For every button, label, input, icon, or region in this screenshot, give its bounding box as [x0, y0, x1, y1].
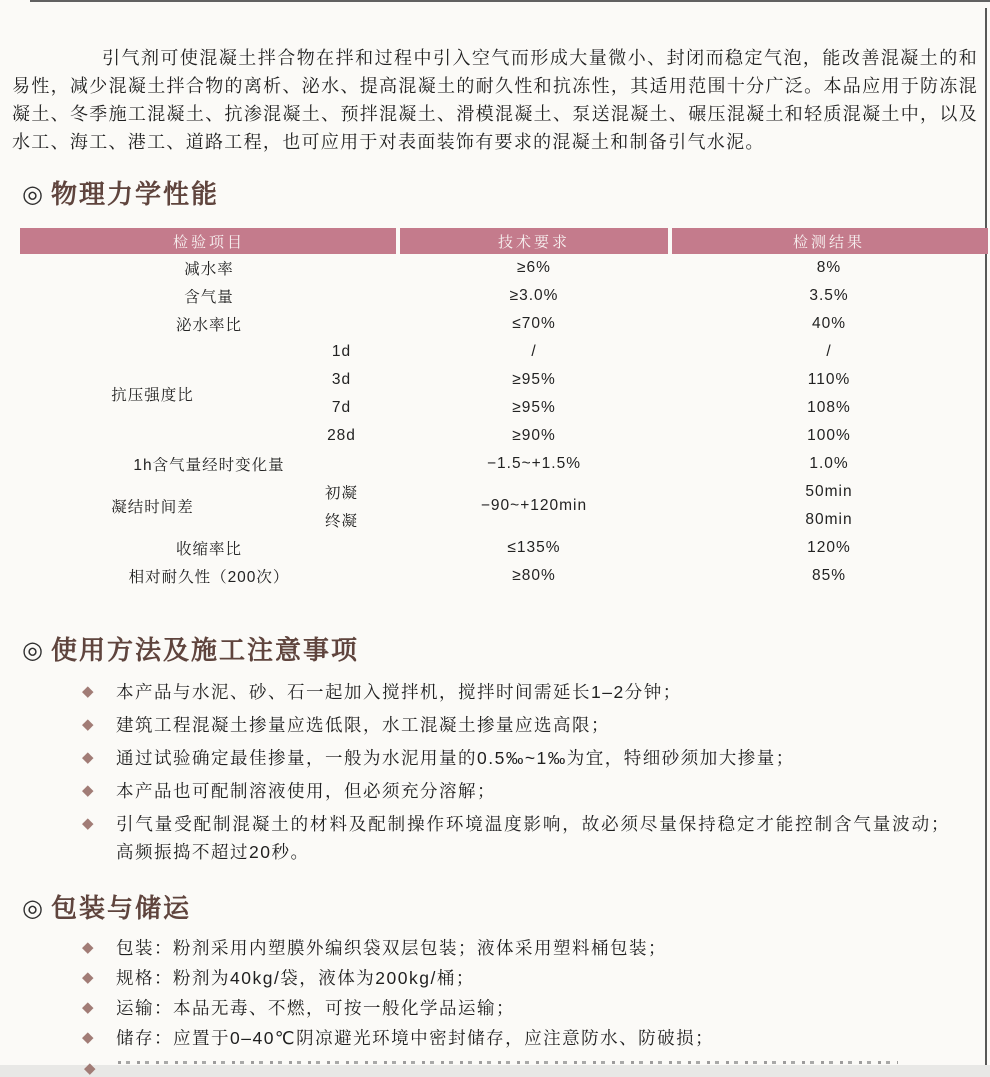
section-title: 使用方法及施工注意事项 — [50, 635, 359, 665]
cell-item: 收缩率比 — [175, 541, 242, 558]
table-header-row — [20, 228, 988, 254]
table-row — [20, 562, 988, 590]
list-item-text: 通过试验确定最佳掺量，一般为水泥用量的0.5‰~1‰为宜，特细砂须加大掺量； — [116, 748, 795, 768]
scan-edge-line-top — [30, 0, 990, 2]
cell-result: 80min — [805, 511, 853, 528]
cell-sub-item: 初凝 — [324, 485, 358, 502]
section-title: 包装与储运 — [50, 893, 191, 923]
list-item — [82, 777, 950, 805]
list-item — [82, 744, 950, 772]
cell-result: 40% — [811, 315, 847, 332]
cell-result: 3.5% — [809, 287, 849, 304]
table-row — [20, 310, 988, 338]
setting-time-group — [20, 478, 988, 534]
table-body — [20, 254, 988, 590]
cell-result: 85% — [811, 567, 847, 584]
cell-requirement: ≤70% — [512, 315, 556, 332]
list-item — [82, 934, 950, 962]
list-item — [82, 964, 950, 992]
list-item-text: 引气量受配制混凝土的材料及配制操作环境温度影响，故必须尽量保持稳定才能控制含气量波动；高频振捣不超过20秒。 — [116, 814, 950, 862]
diamond-bullet-icon: ◆ — [82, 1029, 94, 1046]
cell-sub-item: 28d — [327, 427, 356, 444]
cell-sub-item: 终凝 — [324, 513, 358, 530]
list-item-text: 储存：应置于0–40℃阴凉避光环境中密封储存，应注意防水、防破损； — [116, 1028, 715, 1048]
cell-result: 120% — [807, 539, 851, 556]
cell-item: 含气量 — [184, 289, 234, 306]
cell-requirement: −1.5~+1.5% — [486, 455, 582, 472]
cell-sub-item: 3d — [331, 371, 352, 388]
cell-requirement: ≥3.0% — [509, 287, 559, 304]
diamond-bullet-icon: ◆ — [82, 969, 94, 986]
diamond-bullet-icon: ◆ — [82, 782, 94, 799]
clipped-bottom-text-remnant — [84, 1057, 934, 1077]
diamond-bullet-icon: ◆ — [82, 683, 94, 700]
section-marker-icon: ◎ — [22, 637, 45, 664]
clipped-glyph-tops — [118, 1061, 898, 1064]
table-header-item: 检验项目 — [172, 233, 245, 251]
diamond-bullet-icon: ◆ — [82, 716, 94, 733]
section-heading-physical — [22, 174, 219, 211]
list-item-text: 建筑工程混凝土掺量应选低限，水工混凝土掺量应选高限； — [116, 715, 610, 735]
cell-requirement: ≥95% — [512, 371, 556, 388]
section-marker-icon: ◎ — [22, 181, 45, 208]
list-item — [82, 678, 950, 706]
list-item-text: 本产品也可配制溶液使用，但必须充分溶解； — [116, 781, 496, 801]
cell-result: 50min — [805, 483, 853, 500]
section-title: 物理力学性能 — [50, 179, 219, 209]
cell-result: 8% — [816, 259, 842, 276]
intro-paragraph: 引气剂可使混凝土拌合物在拌和过程中引入空气而形成大量微小、封闭而稳定气泡，能改善混凝土的和易性，减少混凝土拌合物的离析、泌水、提高混凝土的耐久性和抗冻性，其适用范围十分广泛。本品应用于防冻混凝土、冬季施工混凝土、抗渗混凝土、预拌混凝土、滑模混凝土、泵送混凝土、碾压混凝土和轻质混凝土中，以及水工、海工、港工、道路工程，也可应用于对表面装饰有要求的混凝土和制备引气水泥。 — [12, 48, 978, 152]
cell-requirement: ≥90% — [512, 427, 556, 444]
cell-result: / — [826, 343, 832, 360]
cell-requirement: / — [531, 343, 537, 360]
section-marker-icon: ◎ — [22, 895, 45, 922]
cell-sub-item: 1d — [331, 343, 352, 360]
list-item — [82, 711, 950, 739]
diamond-bullet-icon: ◆ — [82, 749, 94, 766]
cell-result: 100% — [807, 427, 851, 444]
cell-result: 110% — [807, 371, 851, 388]
cell-result: 108% — [807, 399, 851, 416]
cell-requirement: ≥95% — [512, 399, 556, 416]
physical-properties-table — [20, 228, 988, 590]
list-item — [82, 1024, 950, 1052]
cell-requirement: ≥6% — [517, 259, 551, 276]
table-row — [20, 450, 988, 478]
list-item-text: 包装：粉剂采用内塑膜外编织袋双层包装；液体采用塑料桶包装； — [116, 938, 667, 958]
packing-bullet-list — [82, 934, 950, 1054]
table-row — [20, 254, 988, 282]
table-row — [20, 282, 988, 310]
cell-requirement: ≤135% — [507, 539, 561, 556]
cell-sub-item: 7d — [331, 399, 352, 416]
list-item-text: 运输：本品无毒、不燃，可按一般化学品运输； — [116, 998, 515, 1018]
diamond-bullet-icon: ◆ — [82, 999, 94, 1016]
list-item-text: 规格：粉剂为40kg/袋，液体为200kg/桶； — [116, 968, 475, 988]
group-label: 抗压强度比 — [111, 387, 194, 404]
cell-item: 1h含气量经时变化量 — [133, 457, 285, 474]
header-divider — [396, 228, 400, 254]
cell-requirement: ≥80% — [512, 567, 556, 584]
list-item — [82, 810, 950, 866]
section-heading-packing — [22, 888, 191, 925]
cell-item: 减水率 — [184, 261, 234, 278]
cell-item: 相对耐久性（200次） — [128, 569, 290, 586]
table-row — [20, 534, 988, 562]
group-label: 凝结时间差 — [111, 499, 194, 516]
cell-requirement-span: −90~+120min — [480, 497, 588, 514]
compressive-strength-group — [20, 338, 988, 450]
section-heading-usage — [22, 630, 359, 667]
list-item — [82, 994, 950, 1022]
table-header-result: 检测结果 — [792, 233, 865, 251]
list-item-text: 本产品与水泥、砂、石一起加入搅拌机，搅拌时间需延长1–2分钟； — [116, 682, 682, 702]
diamond-bullet-icon: ◆ — [82, 815, 94, 832]
table-header-requirement: 技术要求 — [497, 233, 570, 251]
header-divider — [668, 228, 672, 254]
cell-result: 1.0% — [809, 455, 849, 472]
usage-bullet-list — [82, 678, 950, 871]
cell-item: 泌水率比 — [175, 317, 242, 334]
diamond-bullet-icon: ◆ — [82, 939, 94, 956]
diamond-bullet-icon: ◆ — [84, 1060, 96, 1077]
